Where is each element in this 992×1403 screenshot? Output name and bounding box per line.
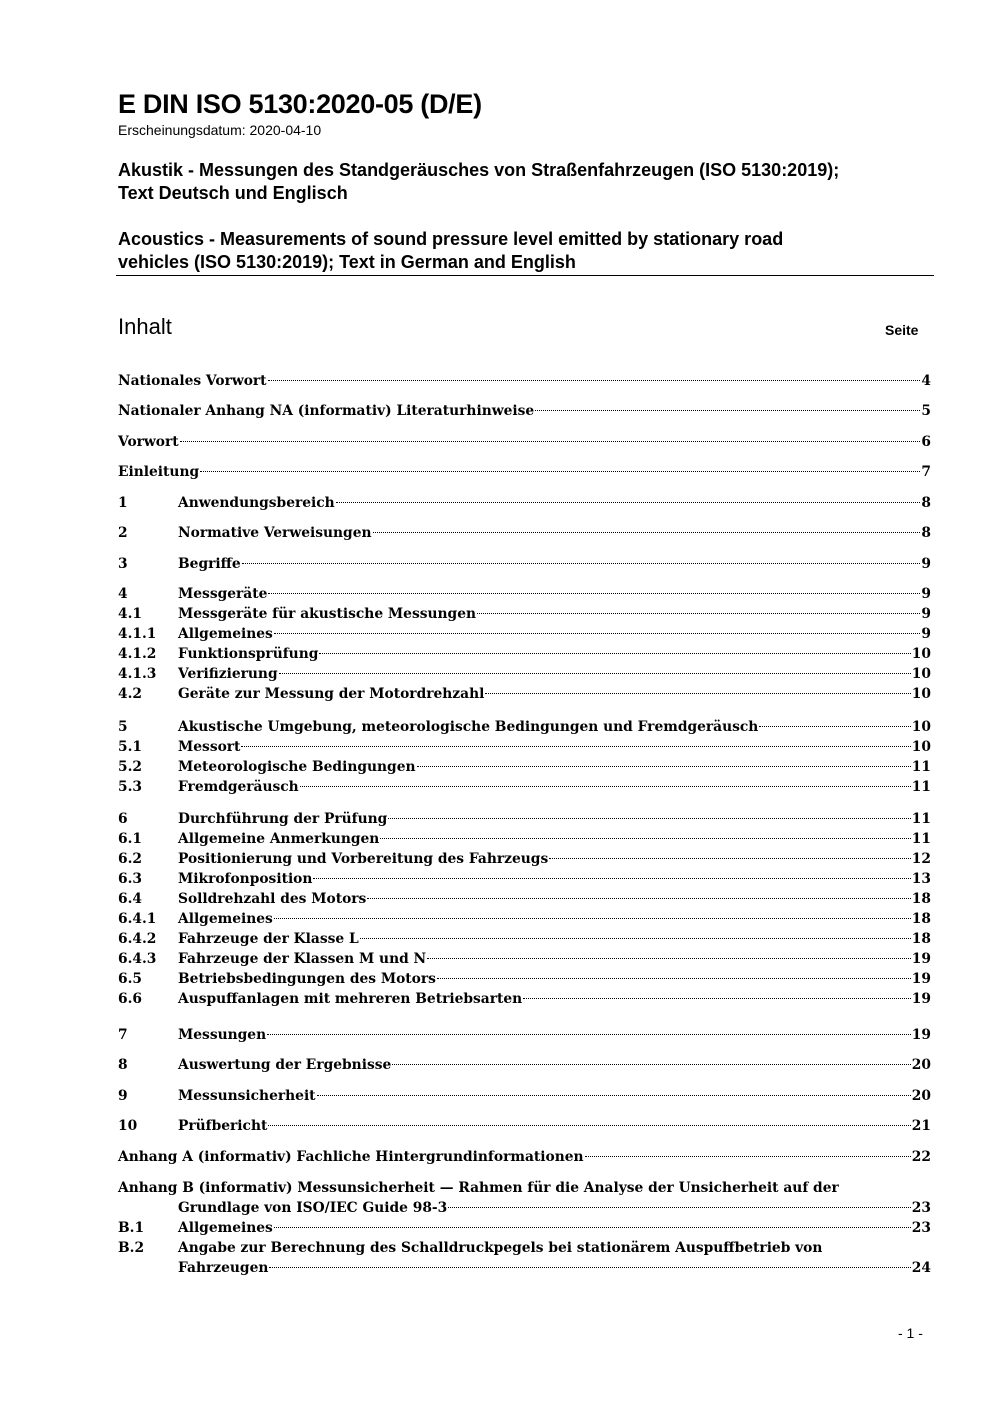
toc-entry-title: Begriffe bbox=[178, 556, 241, 572]
toc-entry-page: 10 bbox=[911, 719, 931, 735]
toc-entry-title: Fremdgeräusch bbox=[178, 779, 299, 795]
toc-annex-b bbox=[118, 1178, 931, 1278]
toc-leader bbox=[427, 957, 911, 959]
toc-entry[interactable] bbox=[118, 969, 931, 989]
toc-entry-title: Auspuffanlagen mit mehreren Betriebsarten bbox=[178, 991, 523, 1007]
toc-leader bbox=[200, 470, 920, 472]
toc-leader bbox=[274, 632, 921, 634]
toc-entry-title: Meteorologische Bedingungen bbox=[178, 759, 416, 775]
toc-entry-page: 11 bbox=[911, 759, 931, 775]
toc-entry-page: 12 bbox=[911, 851, 931, 867]
toc-entry-page: 23 bbox=[911, 1220, 931, 1236]
toc-entry-number: 6.3 bbox=[118, 871, 143, 887]
toc-entry-page: 4 bbox=[921, 373, 931, 389]
document-id: E DIN ISO 5130:2020-05 (D/E) bbox=[118, 89, 482, 119]
toc-leader bbox=[523, 997, 911, 999]
toc-entry[interactable] bbox=[118, 849, 931, 869]
toc-entry-title-line-1: Angabe zur Berechnung des Schalldruckpegels bei stationärem Auspuffbetrieb von bbox=[178, 1240, 823, 1256]
toc-entry-number: 4 bbox=[118, 586, 128, 602]
toc-entry-title: Messungen bbox=[178, 1027, 267, 1043]
toc-leader bbox=[313, 877, 910, 879]
toc-entry[interactable] bbox=[118, 493, 931, 513]
toc-leader bbox=[268, 592, 920, 594]
title-english-line-1: Acoustics - Measurements of sound pressure level emitted by stationary road bbox=[118, 229, 784, 249]
toc-entry[interactable] bbox=[118, 1178, 931, 1218]
toc-entry[interactable] bbox=[118, 809, 931, 829]
toc-entry-page: 24 bbox=[911, 1260, 931, 1276]
toc-leader bbox=[317, 1094, 911, 1096]
toc-entry-page: 19 bbox=[911, 971, 931, 987]
toc-entry[interactable] bbox=[118, 401, 931, 421]
toc-leader bbox=[380, 837, 910, 839]
toc-entry-page: 11 bbox=[911, 831, 931, 847]
toc-entry[interactable] bbox=[118, 889, 931, 909]
toc-leader bbox=[319, 652, 910, 654]
toc-entry[interactable] bbox=[118, 462, 931, 482]
toc-leader bbox=[373, 531, 921, 533]
toc-entry-page: 19 bbox=[911, 1027, 931, 1043]
toc-leader bbox=[477, 612, 920, 614]
toc-entry-title: Allgemeines bbox=[178, 911, 273, 927]
toc-entry-number: 4.2 bbox=[118, 686, 143, 702]
toc-entry-title: Allgemeine Anmerkungen bbox=[178, 831, 380, 847]
toc-entry-number: 5 bbox=[118, 719, 128, 735]
toc-entry-page: 8 bbox=[921, 495, 931, 511]
toc-entry[interactable] bbox=[118, 869, 931, 889]
toc-entry-title: Solldrehzahl des Motors bbox=[178, 891, 367, 907]
toc-entry-number: 10 bbox=[118, 1118, 138, 1134]
toc-entry[interactable] bbox=[118, 1116, 931, 1136]
toc-entry-page: 18 bbox=[911, 891, 931, 907]
toc-entry-page: 18 bbox=[911, 931, 931, 947]
toc-entry[interactable] bbox=[118, 989, 931, 1009]
toc-entry-page: 10 bbox=[911, 739, 931, 755]
toc-entry-number: 1 bbox=[118, 495, 128, 511]
toc-entry-title: Fahrzeuge der Klasse L bbox=[178, 931, 359, 947]
toc-entry-page: 10 bbox=[911, 686, 931, 702]
toc-entry-title: Nationales Vorwort bbox=[118, 373, 267, 389]
toc-leader bbox=[549, 857, 911, 859]
toc-entry[interactable] bbox=[118, 684, 931, 704]
title-german-line-2: Text Deutsch und Englisch bbox=[118, 183, 348, 203]
toc-leader bbox=[274, 1226, 911, 1228]
toc-leader bbox=[268, 379, 921, 381]
publication-date: Erscheinungsdatum: 2020-04-10 bbox=[118, 122, 322, 138]
toc-entry-number: 6.1 bbox=[118, 831, 143, 847]
toc-leader bbox=[585, 1155, 911, 1157]
toc-entry[interactable] bbox=[118, 1086, 931, 1106]
title-english-line-2: vehicles (ISO 5130:2019); Text in German and English bbox=[118, 252, 576, 272]
toc-entry[interactable] bbox=[118, 604, 931, 624]
toc-entry[interactable] bbox=[118, 949, 931, 969]
toc-entry-page: 9 bbox=[921, 606, 931, 622]
toc-entry-number: 4.1 bbox=[118, 606, 143, 622]
toc-entry-title: Einleitung bbox=[118, 464, 200, 480]
toc-entry[interactable] bbox=[118, 829, 931, 849]
toc-leader bbox=[268, 1124, 910, 1126]
toc-leader bbox=[241, 745, 910, 747]
toc-section-4 bbox=[118, 584, 931, 704]
toc-entry-title: Geräte zur Messung der Motordrehzahl bbox=[178, 686, 485, 702]
toc-leader bbox=[437, 977, 911, 979]
toc-entry-number: 6.4.1 bbox=[118, 911, 157, 927]
toc-entry-number: 6.4 bbox=[118, 891, 143, 907]
toc-entry-number: 3 bbox=[118, 556, 128, 572]
toc-leader bbox=[269, 1266, 910, 1268]
toc-entry-page: 18 bbox=[911, 911, 931, 927]
toc-entry[interactable] bbox=[118, 664, 931, 684]
toc-entry[interactable] bbox=[118, 777, 931, 797]
toc-leader bbox=[392, 1063, 911, 1065]
toc-entry-number: 9 bbox=[118, 1088, 128, 1104]
toc-entry[interactable] bbox=[118, 1218, 931, 1238]
toc-entry-title: Normative Verweisungen bbox=[178, 525, 372, 541]
toc-entry-title: Fahrzeugen bbox=[178, 1260, 269, 1276]
toc-leader bbox=[448, 1206, 911, 1208]
toc-entry-title: Durchführung der Prüfung bbox=[178, 811, 388, 827]
toc-entry-title: Grundlage von ISO/IEC Guide 98-3 bbox=[178, 1200, 448, 1216]
toc-entry-number: 5.1 bbox=[118, 739, 143, 755]
toc-heading: Inhalt bbox=[118, 314, 172, 339]
toc-leader bbox=[267, 1033, 911, 1035]
toc-entry[interactable] bbox=[118, 909, 931, 929]
toc-entry-page: 11 bbox=[911, 811, 931, 827]
toc-entry-title: Prüfbericht bbox=[178, 1118, 268, 1134]
toc-entry-number: 8 bbox=[118, 1057, 128, 1073]
toc-entry-number: 6.5 bbox=[118, 971, 143, 987]
toc-entry-page: 9 bbox=[921, 586, 931, 602]
toc-entry-title: Vorwort bbox=[118, 434, 179, 450]
toc-entry[interactable] bbox=[118, 644, 931, 664]
toc-entry-title: Messunsicherheit bbox=[178, 1088, 316, 1104]
toc-entry[interactable] bbox=[118, 554, 931, 574]
toc-entry-number: 6.2 bbox=[118, 851, 143, 867]
toc-entry-page: 13 bbox=[911, 871, 931, 887]
toc-leader bbox=[485, 692, 910, 694]
title-divider bbox=[116, 275, 934, 276]
toc-leader bbox=[759, 725, 910, 727]
toc-entry-title: Messgeräte bbox=[178, 586, 268, 602]
toc-entry-title: Betriebsbedingungen des Motors bbox=[178, 971, 436, 987]
toc-entry-page: 19 bbox=[911, 991, 931, 1007]
toc-entry-number: 5.2 bbox=[118, 759, 143, 775]
toc-entry-title: Mikrofonposition bbox=[178, 871, 313, 887]
toc-entry-page: 19 bbox=[911, 951, 931, 967]
title-german-line-1: Akustik - Messungen des Standgeräusches von Straßenfahrzeugen (ISO 5130:2019); bbox=[118, 160, 840, 180]
toc-leader bbox=[367, 897, 910, 899]
toc-leader bbox=[279, 672, 911, 674]
toc-entry[interactable] bbox=[118, 432, 931, 452]
toc-leader bbox=[180, 440, 921, 442]
toc-section-6 bbox=[118, 809, 931, 1009]
toc-entry-title: Anwendungsbereich bbox=[178, 495, 335, 511]
toc-entry[interactable] bbox=[118, 371, 931, 391]
toc-entry-title: Allgemeines bbox=[178, 626, 273, 642]
page-number: - 1 - bbox=[898, 1325, 923, 1341]
toc-entry-title: Messort bbox=[178, 739, 241, 755]
toc-leader bbox=[300, 785, 911, 787]
toc-leader bbox=[242, 562, 921, 564]
toc-entry-page: 9 bbox=[921, 556, 931, 572]
toc-entry[interactable] bbox=[118, 757, 931, 777]
title-german bbox=[118, 159, 938, 205]
page-column-label: Seite bbox=[885, 322, 919, 338]
toc-entry[interactable] bbox=[118, 929, 931, 949]
toc-entry-page: 9 bbox=[921, 626, 931, 642]
toc-entry[interactable] bbox=[118, 1055, 931, 1075]
toc-entry-number: 6.4.3 bbox=[118, 951, 157, 967]
toc-entry-title: Fahrzeuge der Klassen M und N bbox=[178, 951, 427, 967]
toc-entry-title: Funktionsprüfung bbox=[178, 646, 319, 662]
toc-entry-page: 5 bbox=[921, 403, 931, 419]
toc-entry-number: 6 bbox=[118, 811, 128, 827]
toc-entry[interactable] bbox=[118, 624, 931, 644]
title-english bbox=[118, 228, 938, 274]
toc-entry-page: 10 bbox=[911, 646, 931, 662]
toc-entry-number: 4.1.3 bbox=[118, 666, 157, 682]
toc-leader bbox=[360, 937, 911, 939]
toc-entry-page: 22 bbox=[911, 1149, 931, 1165]
toc-entry-page: 20 bbox=[911, 1088, 931, 1104]
toc-section-5 bbox=[118, 717, 931, 797]
toc-entry-title: Verifizierung bbox=[178, 666, 278, 682]
toc-leader bbox=[417, 765, 911, 767]
toc-entry-number: 4.1.2 bbox=[118, 646, 157, 662]
toc-leader bbox=[535, 409, 920, 411]
toc-entry-title: Nationaler Anhang NA (informativ) Literaturhinweise bbox=[118, 403, 535, 419]
toc-entry-title: Anhang A (informativ) Fachliche Hintergrundinformationen bbox=[118, 1149, 584, 1165]
toc-entry-title: Akustische Umgebung, meteorologische Bedingungen und Fremdgeräusch bbox=[178, 719, 759, 735]
toc-leader bbox=[336, 501, 921, 503]
toc-entry-page: 7 bbox=[921, 464, 931, 480]
toc-entry[interactable] bbox=[118, 523, 931, 543]
toc-entry-number: 6.4.2 bbox=[118, 931, 157, 947]
toc-entry-number: 7 bbox=[118, 1027, 128, 1043]
toc-entry[interactable] bbox=[118, 717, 931, 737]
toc-entry[interactable] bbox=[118, 1025, 931, 1045]
toc-entry-number: B.1 bbox=[118, 1220, 145, 1236]
toc-entry-title: Allgemeines bbox=[178, 1220, 273, 1236]
toc-entry-title-line-1: Anhang B (informativ) Messunsicherheit — Rahmen für die Analyse der Unsicherheit auf der bbox=[118, 1180, 839, 1196]
toc-entry-page: 21 bbox=[911, 1118, 931, 1134]
toc-leader bbox=[274, 917, 911, 919]
toc-entry[interactable] bbox=[118, 584, 931, 604]
toc-entry[interactable] bbox=[118, 1238, 931, 1278]
toc-entry[interactable] bbox=[118, 737, 931, 757]
toc-entry-page: 6 bbox=[921, 434, 931, 450]
toc-entry-number: 4.1.1 bbox=[118, 626, 157, 642]
toc-entry-title: Positionierung und Vorbereitung des Fahrzeugs bbox=[178, 851, 549, 867]
toc-leader bbox=[388, 817, 911, 819]
toc-entry-page: 10 bbox=[911, 666, 931, 682]
toc-entry-number: 6.6 bbox=[118, 991, 143, 1007]
toc-entry-number: B.2 bbox=[118, 1240, 145, 1256]
toc-entry-title: Messgeräte für akustische Messungen bbox=[178, 606, 477, 622]
toc-entry-page: 20 bbox=[911, 1057, 931, 1073]
toc-entry[interactable] bbox=[118, 1147, 931, 1167]
toc-entry-page: 23 bbox=[911, 1200, 931, 1216]
toc-entry-page: 8 bbox=[921, 525, 931, 541]
toc-entry-page: 11 bbox=[911, 779, 931, 795]
toc-entry-title: Auswertung der Ergebnisse bbox=[178, 1057, 392, 1073]
toc-entry-number: 2 bbox=[118, 525, 128, 541]
toc-entry-number: 5.3 bbox=[118, 779, 143, 795]
